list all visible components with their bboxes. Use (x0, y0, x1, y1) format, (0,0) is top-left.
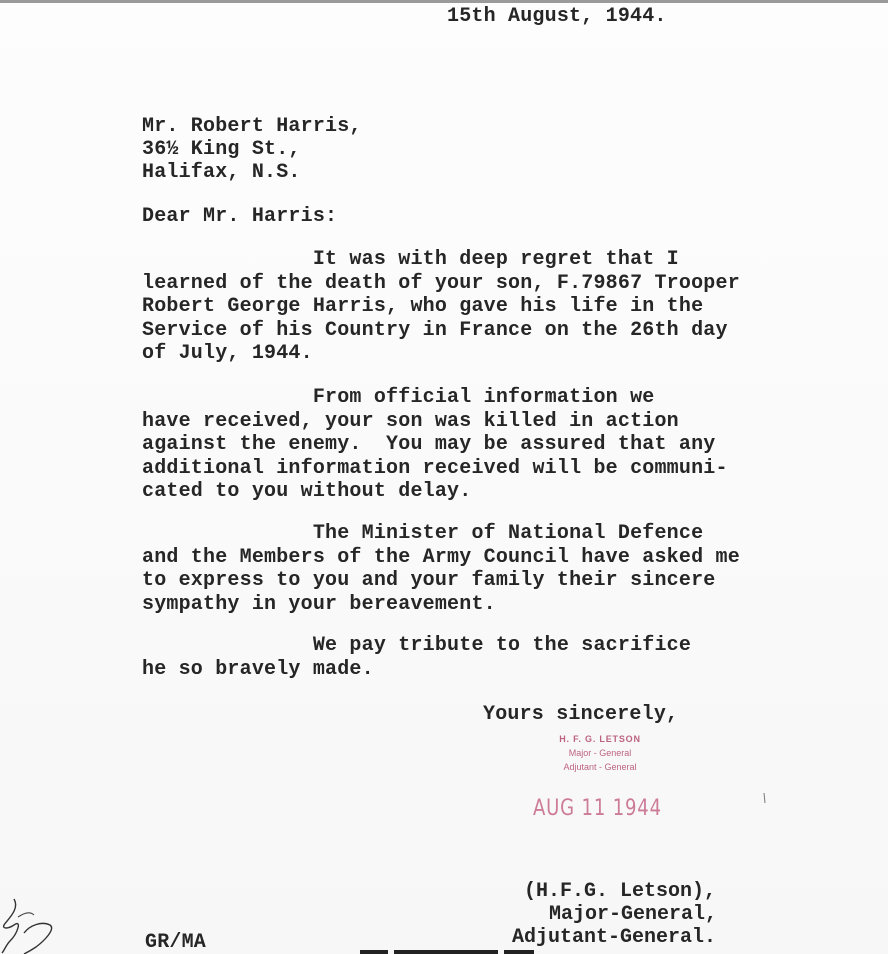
salutation: Dear Mr. Harris: (142, 205, 338, 228)
handwritten-mark-icon (0, 895, 70, 954)
paragraph-line: cated to you without delay. (142, 480, 472, 503)
recipient-name: Mr. Robert Harris, (142, 115, 362, 138)
signature-stamp (525, 733, 675, 774)
bottom-edge-marks (360, 950, 540, 954)
paragraph-line: and the Members of the Army Council have asked me (142, 545, 740, 569)
paragraph-line: From official information we (142, 386, 655, 409)
paragraph-line: Service of his Country in France on the 26th day (142, 318, 728, 342)
stray-mark-icon (763, 793, 766, 803)
reference-initials: GR/MA (145, 931, 207, 954)
paragraph-line: The Minister of National Defence (142, 522, 704, 545)
signatory-title: Adjutant-General. (512, 926, 717, 949)
paragraph-line: Robert George Harris, who gave his life in the (142, 295, 704, 318)
paragraph-line: to express to you and your family their sincere (142, 569, 716, 592)
paragraph-official-information (142, 386, 728, 504)
paragraph-line: have received, your son was killed in action (142, 409, 679, 433)
paragraph-line: he so bravely made. (142, 657, 374, 681)
paragraph-line: against the enemy. You may be assured that any (142, 433, 716, 456)
signatory-rank: Major-General, (549, 903, 718, 926)
paragraph-line: learned of the death of your son, F.79867 Trooper (142, 271, 740, 295)
paragraph-tribute (142, 634, 691, 681)
recipient-city: Halifax, N.S. (142, 161, 301, 184)
paragraph-line: It was with deep regret that I (142, 248, 679, 271)
stamp-title: Adjutant - General (563, 762, 637, 772)
closing: Yours sincerely, (483, 703, 679, 726)
paragraph-line: sympathy in your bereavement. (142, 592, 496, 616)
top-edge-rule (0, 0, 888, 3)
paragraph-line: We pay tribute to the sacrifice (142, 634, 692, 657)
stamp-rank: Major - General (568, 748, 632, 758)
received-date-stamp: AUG 11 1944 (533, 796, 662, 821)
letter-date: 15th August, 1944. (447, 5, 667, 28)
stamp-name: H. F. G. LETSON (559, 734, 641, 744)
paragraph-minister-sympathy (142, 522, 740, 616)
paragraph-condolence (142, 248, 740, 366)
paragraph-line: of July, 1944. (142, 342, 313, 365)
recipient-street: 36½ King St., (142, 138, 301, 161)
signature-block (512, 880, 717, 949)
paragraph-line: additional information received will be communi- (142, 456, 728, 480)
signatory-name: (H.F.G. Letson), (524, 880, 717, 903)
